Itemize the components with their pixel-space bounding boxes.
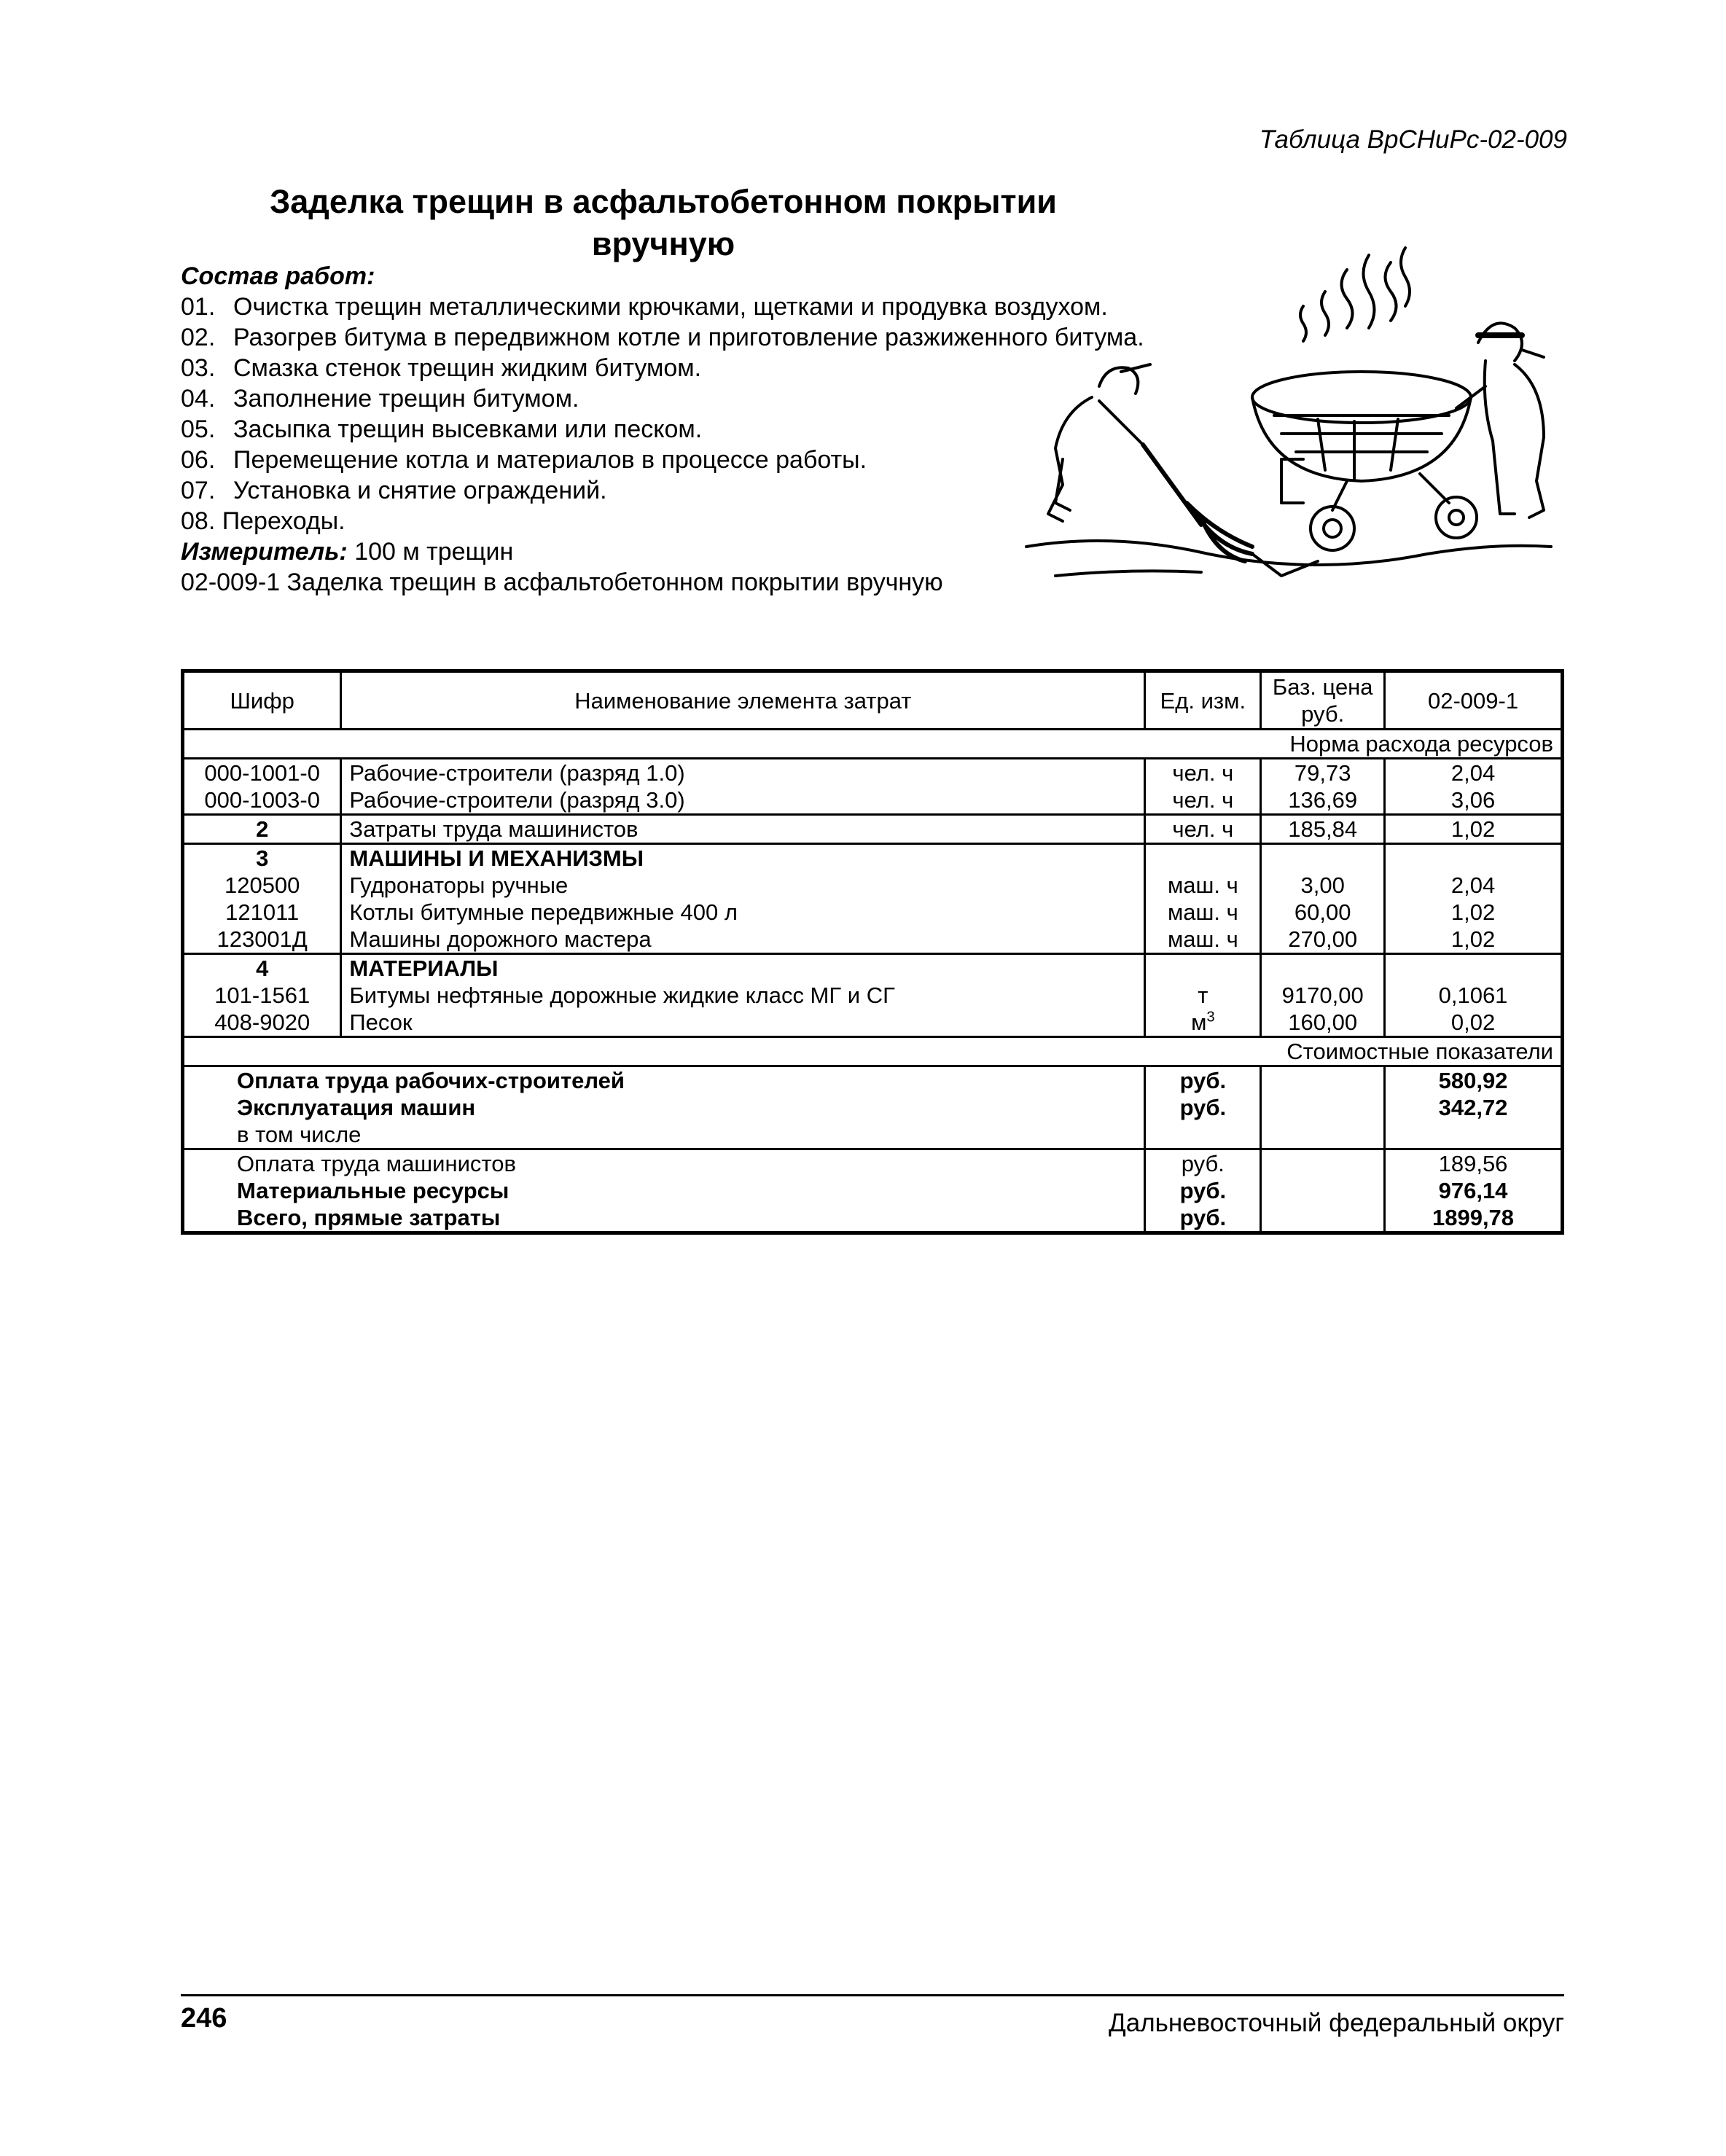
cell-code: 4 (183, 954, 341, 983)
cell-name: Песок (341, 1009, 1145, 1037)
page-number: 246 (181, 2003, 227, 2034)
cell-price: 60,00 (1261, 899, 1385, 926)
table-row (183, 899, 1563, 926)
table-group-row (183, 954, 1563, 983)
cost-table (181, 669, 1564, 1235)
work-item-num: 03. (181, 354, 216, 382)
cell-code: 120500 (183, 872, 341, 899)
cell-price: 3,00 (1261, 872, 1385, 899)
cell-code: 408-9020 (183, 1009, 341, 1037)
table-row (183, 872, 1563, 899)
bitumen-boiler-icon (1252, 372, 1477, 550)
section-row (183, 730, 1563, 759)
section-resources: Норма расхода ресурсов (183, 730, 1563, 759)
cell-price: 136,69 (1261, 786, 1385, 815)
cost-value: 580,92 (1385, 1066, 1563, 1095)
cost-value: 976,14 (1385, 1177, 1563, 1204)
header-name: Наименование элемента затрат (341, 671, 1145, 730)
cell-value: 1,02 (1385, 926, 1563, 954)
cell-code: 000-1001-0 (183, 759, 341, 787)
cell-name: Рабочие-строители (разряд 3.0) (341, 786, 1145, 815)
measure-value: 100 м трещин (354, 538, 514, 566)
cell-code: 000-1003-0 (183, 786, 341, 815)
cell-name: Рабочие-строители (разряд 1.0) (341, 759, 1145, 787)
work-item-text: Установка и снятие ограждений. (233, 477, 607, 504)
cell-value: 3,06 (1385, 786, 1563, 815)
measure-label: Измеритель: (181, 538, 348, 566)
cell-name: Гудронаторы ручные (341, 872, 1145, 899)
work-item-text: Очистка трещин металлическими крючками, щетками и продувка воздухом. (233, 293, 1108, 321)
section-cost: Стоимостные показатели (183, 1037, 1563, 1066)
table-row (183, 982, 1563, 1009)
cost-row (183, 1204, 1563, 1233)
ground-crack-icon (1026, 541, 1551, 576)
cell-unit: маш. ч (1145, 899, 1261, 926)
cell-name: Битумы нефтяные дорожные жидкие класс МГ и СГ (341, 982, 1145, 1009)
table-row (183, 926, 1563, 954)
unit-text: м (1191, 1009, 1207, 1035)
cell-unit: чел. ч (1145, 815, 1261, 844)
cost-row (183, 1066, 1563, 1095)
norm-line: 02-009-1 Заделка трещин в асфальтобетонном покрытии вручную (181, 569, 943, 596)
work-composition-heading: Состав работ: (181, 262, 375, 290)
cost-row (183, 1094, 1563, 1121)
work-item-last: 08. Переходы. (181, 507, 345, 535)
table-row (183, 786, 1563, 815)
cost-row (183, 1121, 1563, 1149)
cell-price: 79,73 (1261, 759, 1385, 787)
work-item-text: Смазка стенок трещин жидким битумом. (233, 354, 702, 382)
cost-value: 189,56 (1385, 1149, 1563, 1178)
work-item-text: Засыпка трещин высевками или песком. (233, 415, 703, 443)
work-item-text: Заполнение трещин битумом. (233, 385, 579, 413)
work-item-num: 04. (181, 385, 216, 413)
cell-value: 2,04 (1385, 872, 1563, 899)
work-item-text: Перемещение котла и материалов в процессе работы. (233, 446, 867, 474)
cell-name: Котлы битумные передвижные 400 л (341, 899, 1145, 926)
cell-name: Затраты труда машинистов (341, 815, 1145, 844)
footer-region: Дальневосточный федеральный округ (1109, 2009, 1564, 2037)
cell-name: Машины дорожного мастера (341, 926, 1145, 954)
cost-name: Материальные ресурсы (183, 1177, 1145, 1204)
cost-value: 1899,78 (1385, 1204, 1563, 1233)
unit-superscript: 3 (1206, 1009, 1215, 1026)
work-item-num: 05. (181, 415, 216, 443)
title-line-1: Заделка трещин в асфальтобетонном покрытии (270, 183, 1057, 220)
cell-code: 101-1561 (183, 982, 341, 1009)
cell-price: 185,84 (1261, 815, 1385, 844)
cost-unit: руб. (1145, 1066, 1261, 1095)
cost-row (183, 1177, 1563, 1204)
cell-unit: чел. ч (1145, 786, 1261, 815)
cell-value: 1,02 (1385, 815, 1563, 844)
cell-value: 1,02 (1385, 899, 1563, 926)
work-item-num: 01. (181, 293, 216, 321)
table-header-row (183, 671, 1563, 730)
cost-name: Оплата труда машинистов (183, 1149, 1145, 1178)
cell-price: 270,00 (1261, 926, 1385, 954)
table-row (183, 759, 1563, 787)
footer-divider (181, 1994, 1564, 1996)
cell-code: 121011 (183, 899, 341, 926)
cost-including: в том числе (183, 1121, 1145, 1149)
steam-icon (1300, 248, 1410, 341)
cell-value: 0,02 (1385, 1009, 1563, 1037)
cell-unit: маш. ч (1145, 872, 1261, 899)
cost-unit: руб. (1145, 1177, 1261, 1204)
cell-name: МАТЕРИАЛЫ (341, 954, 1145, 983)
header-norm: 02-009-1 (1385, 671, 1563, 730)
work-item-num: 06. (181, 446, 216, 474)
table-row (183, 1009, 1563, 1037)
page-title (175, 181, 1152, 265)
cost-name: Эксплуатация машин (183, 1094, 1145, 1121)
cell-value: 0,1061 (1385, 982, 1563, 1009)
cost-row (183, 1149, 1563, 1178)
work-item-text: Разогрев битума в передвижном котле и приготовление разжиженного битума. (233, 324, 1144, 351)
cell-code: 3 (183, 844, 341, 872)
cost-unit: руб. (1145, 1204, 1261, 1233)
cell-unit: маш. ч (1145, 926, 1261, 954)
table-label: Таблица ВрСНиРс-02-009 (1259, 125, 1567, 154)
work-item-num: 02. (181, 324, 216, 351)
cell-unit: чел. ч (1145, 759, 1261, 787)
cell-unit: т (1145, 982, 1261, 1009)
cell-code: 123001Д (183, 926, 341, 954)
cost-unit: руб. (1145, 1094, 1261, 1121)
header-code: Шифр (183, 671, 341, 730)
work-item-num: 07. (181, 477, 216, 504)
cell-unit (1145, 1009, 1261, 1037)
cell-price: 9170,00 (1261, 982, 1385, 1009)
worker-right-icon (1456, 323, 1544, 517)
table-row (183, 815, 1563, 844)
cost-value: 342,72 (1385, 1094, 1563, 1121)
cell-code: 2 (183, 815, 341, 844)
table-group-row (183, 844, 1563, 872)
worker-left-icon (1048, 364, 1252, 561)
header-price: Баз. цена руб. (1261, 671, 1385, 730)
section-row (183, 1037, 1563, 1066)
cost-name: Всего, прямые затраты (183, 1204, 1145, 1233)
cell-price: 160,00 (1261, 1009, 1385, 1037)
cost-name: Оплата труда рабочих-строителей (183, 1066, 1145, 1095)
workers-illustration (1012, 241, 1566, 590)
header-unit: Ед. изм. (1145, 671, 1261, 730)
cell-name: МАШИНЫ И МЕХАНИЗМЫ (341, 844, 1145, 872)
cost-unit: руб. (1145, 1149, 1261, 1178)
title-line-2: вручную (591, 225, 735, 262)
cell-value: 2,04 (1385, 759, 1563, 787)
